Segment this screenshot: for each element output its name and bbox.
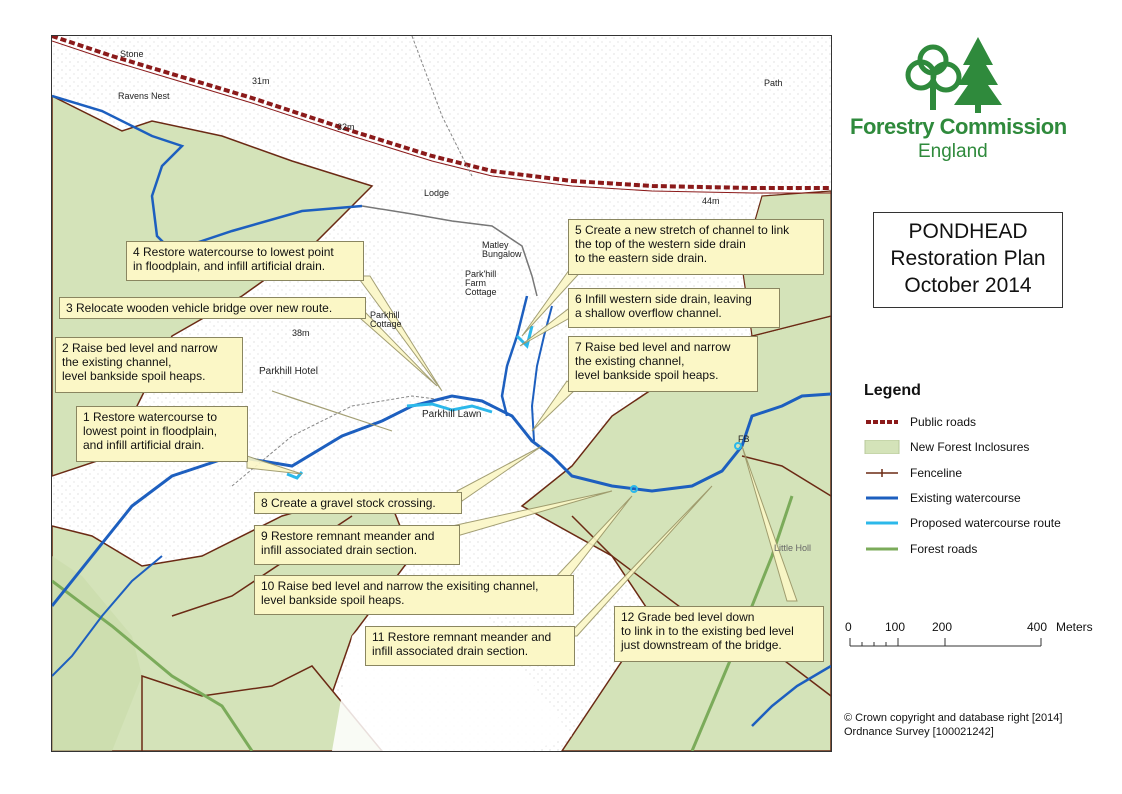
- title-line2: Restoration Plan: [890, 247, 1046, 270]
- proposed-watercourse-symbol: [864, 516, 900, 530]
- scale-bar: [845, 620, 1105, 660]
- scale-tick-400: 400: [1027, 620, 1048, 634]
- legend-label-forest-roads: Forest roads: [910, 542, 978, 556]
- copyright: [844, 711, 1062, 739]
- forest-road-symbol: [864, 542, 900, 556]
- scale-tick-0: 0: [845, 620, 852, 634]
- existing-watercourse-symbol: [864, 491, 900, 505]
- scale-unit: Meters: [1056, 620, 1093, 634]
- callout-2: 2 Raise bed level and narrow the existing channel, level bankside spoil heaps.: [55, 337, 243, 393]
- place-lodge: Lodge: [424, 188, 450, 198]
- callout-10: 10 Raise bed level and narrow the exisiting channel, level bankside spoil heaps.: [254, 575, 574, 615]
- public-road-symbol: [864, 415, 900, 429]
- scale-bar-graphic: [845, 636, 1045, 650]
- place-stone: Stone: [120, 49, 144, 59]
- title-box: [873, 212, 1063, 308]
- tree-icon: [908, 47, 959, 110]
- place-44m: 44m: [702, 196, 720, 206]
- legend-label-fenceline: Fenceline: [910, 466, 963, 480]
- map-frame[interactable]: [51, 35, 832, 752]
- org-name: Forestry Commission: [850, 114, 1067, 139]
- place-fb: FB: [738, 434, 750, 444]
- legend-item-inclosures: [864, 438, 1094, 458]
- callout-3: 3 Relocate wooden vehicle bridge over new route.: [59, 297, 366, 319]
- place-parkhill-hotel: Parkhill Hotel: [259, 366, 318, 377]
- legend-label-existing-watercourse: Existing watercourse: [910, 491, 1021, 505]
- scale-tick-200: 200: [932, 620, 953, 634]
- copyright-line2: Ordnance Survey [100021242]: [844, 726, 994, 738]
- place-parkhill-farm: Park'hill Farm Cottage: [465, 269, 497, 297]
- org-region: England: [918, 141, 988, 162]
- scale-tick-100: 100: [885, 620, 906, 634]
- callout-12: 12 Grade bed level down to link in to the existing bed level just downstream of the bridge.: [614, 606, 824, 662]
- copyright-line1: © Crown copyright and database right [2014]: [844, 712, 1063, 724]
- place-path: Path: [764, 78, 783, 88]
- legend-item-existing-watercourse: [864, 489, 1094, 509]
- callout-1: 1 Restore watercourse to lowest point in floodplain, and infill artificial drain.: [76, 406, 248, 462]
- legend-label-inclosures: New Forest Inclosures: [910, 440, 1030, 454]
- fenceline-symbol: [864, 466, 900, 480]
- callout-8: 8 Create a gravel stock crossing.: [254, 492, 462, 514]
- legend-item-public-roads: [864, 413, 1094, 433]
- callout-4: 4 Restore watercourse to lowest point in floodplain, and infill artificial drain.: [126, 241, 364, 281]
- place-31m: 31m: [252, 76, 270, 86]
- place-little-holl: Little Holl: [774, 543, 812, 553]
- legend-title: Legend: [864, 382, 921, 399]
- title-line1: PONDHEAD: [908, 220, 1028, 243]
- place-ravens-nest: Ravens Nest: [118, 91, 170, 101]
- legend-item-fenceline: [864, 464, 1094, 484]
- legend-item-forest-roads: [864, 540, 1094, 560]
- place-38m: 38m: [292, 328, 310, 338]
- place-32m: 32m: [337, 122, 355, 132]
- callout-11: 11 Restore remnant meander and infill associated drain section.: [365, 626, 575, 666]
- inclosure-symbol: [864, 440, 900, 454]
- legend-label-proposed-watercourse: Proposed watercourse route: [910, 516, 1061, 530]
- callout-7: 7 Raise bed level and narrow the existing channel, level bankside spoil heaps.: [568, 336, 758, 392]
- title-line3: October 2014: [904, 274, 1032, 297]
- callout-6: 6 Infill western side drain, leaving a shallow overflow channel.: [568, 288, 780, 328]
- callout-9: 9 Restore remnant meander and infill associated drain section.: [254, 525, 460, 565]
- legend-label-public-roads: Public roads: [910, 415, 977, 429]
- place-matley: Matley Bungalow: [482, 240, 522, 259]
- place-parkhill-cottage: Parkhill Cottage: [370, 310, 402, 329]
- callout-5: 5 Create a new stretch of channel to link the top of the western side drain to the eastern side drain.: [568, 219, 824, 275]
- place-parkhill-lawn: Parkhill Lawn: [422, 409, 482, 420]
- legend-item-proposed-watercourse: [864, 514, 1094, 534]
